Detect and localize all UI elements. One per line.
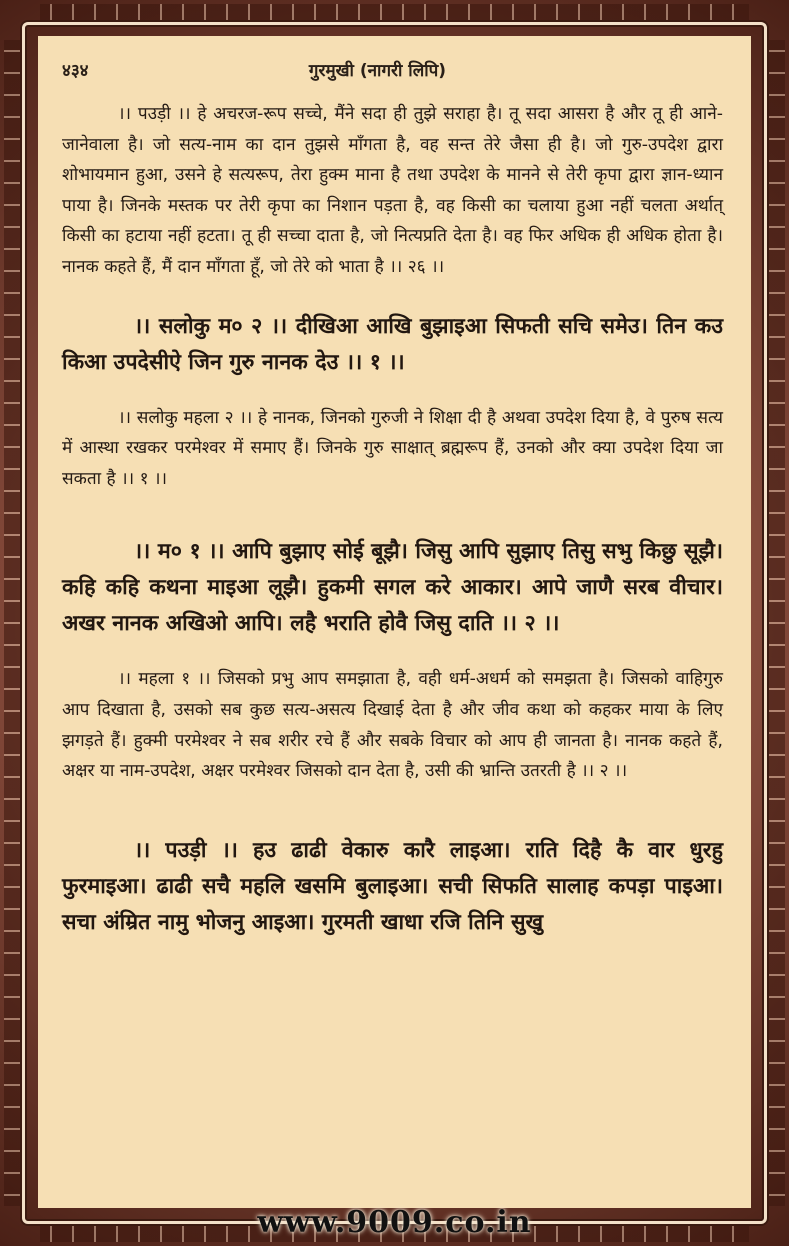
website-footer: www.9009.co.in — [257, 1205, 532, 1240]
translation-salok-m2: ।। सलोकु महला २ ।। हे नानक, जिनको गुरुजी ने शिक्षा दी है अथवा उपदेश दिया है, वे पुरुष सत्य में आस्था रखकर परमेश्वर में समाए हैं। जिनके गुरु साक्षात् ब्रह्मरूप हैं, उनको और क्या उपदेश दिया जा सकता है ।। १ ।। — [62, 407, 723, 489]
translation-m1: ।। महला १ ।। जिसको प्रभु आप समझाता है, वही धर्म-अधर्म को समझता है। जिसको वाहिगुरु आप दिखाता है, उसको सब कुछ सत्य-असत्य दिखाई देता है और जीव कथा को कहकर माया के लिए झगड़ते हैं। हुक्मी परमेश्वर ने सब शरीर रचे हैं और सबके विचार को आप ही जानता है। नानक कहते हैं, अक्षर या नाम-उपदेश, अक्षर परमेश्वर जिसको दान देता है, उसी की भ्रान्ति उतरती है ।। २ ।। — [62, 669, 723, 782]
verse-m1: ।। म० १ ।। आपि बुझाए सोई बूझै। जिसु आपि सुझाए तिसु सभु किछु सूझै। कहि कहि कथना माइआ लूझै। हुकमी सगल करे आकार। आपे जाणै सरब वीचार। अखर नानक अखिओ आपि। लहै भराति होवै जिसु दाति ।। २ ।। — [62, 539, 723, 637]
frame-ornament-left — [4, 40, 20, 1206]
page-header — [62, 58, 723, 81]
translation-pauri-26: ।। पउड़ी ।। हे अचरज-रूप सच्चे, मैंने सदा ही तुझे सराहा है। तू सदा आसरा है और तू ही आने-जानेवाला है। जो सत्य-नाम का दान तुझसे माँगता है, वह सन्त तेरे जैसा ही है। जो गुरु-उपदेश द्वारा शोभायमान हुआ, उसने हे सत्यरूप, तेरा हुक्म माना है तथा उपदेश के मानने से तेरी कृपा द्वारा ज्ञान-ध्यान पाया है। जिनके मस्तक पर तेरी कृपा का निशान पड़ता है, वह किसी का चलाया हुआ नहीं चलता अर्थात् किसी का हटाया नहीं हटता। तू ही सच्चा दाता है, जो नित्यप्रति देता है। वह फिर अधिक ही अधिक होता है। नानक कहते हैं, मैं दान माँगता हूँ, जो तेरे को भाता है ।। २६ ।। — [62, 104, 723, 277]
frame-ornament-right — [769, 40, 785, 1206]
verse-pauri-27: ।। पउड़ी ।। हउ ढाढी वेकारु कारै लाइआ। राति दिहै कै वार धुरहु फुरमाइआ। ढाढी सचै महलि खसमि बुलाइआ। सची सिफति सालाह कपड़ा पाइआ। सचा अंम्रित नामु भोजनु आइआ। गुरमती खाधा रजि तिनि सुखु — [62, 837, 723, 935]
verse-salok-m2: ।। सलोकु म० २ ।। दीखिआ आखि बुझाइआ सिफती सचि समेउ। तिन कउ किआ उपदेसीऐ जिन गुरु नानक देउ ।। १ ।। — [62, 313, 723, 375]
frame-ornament-top — [40, 4, 749, 20]
scripture-page — [38, 36, 751, 1208]
page-number: ४३४ — [62, 61, 89, 81]
page-title: गुरमुखी (नागरी लिपि) — [308, 61, 447, 81]
